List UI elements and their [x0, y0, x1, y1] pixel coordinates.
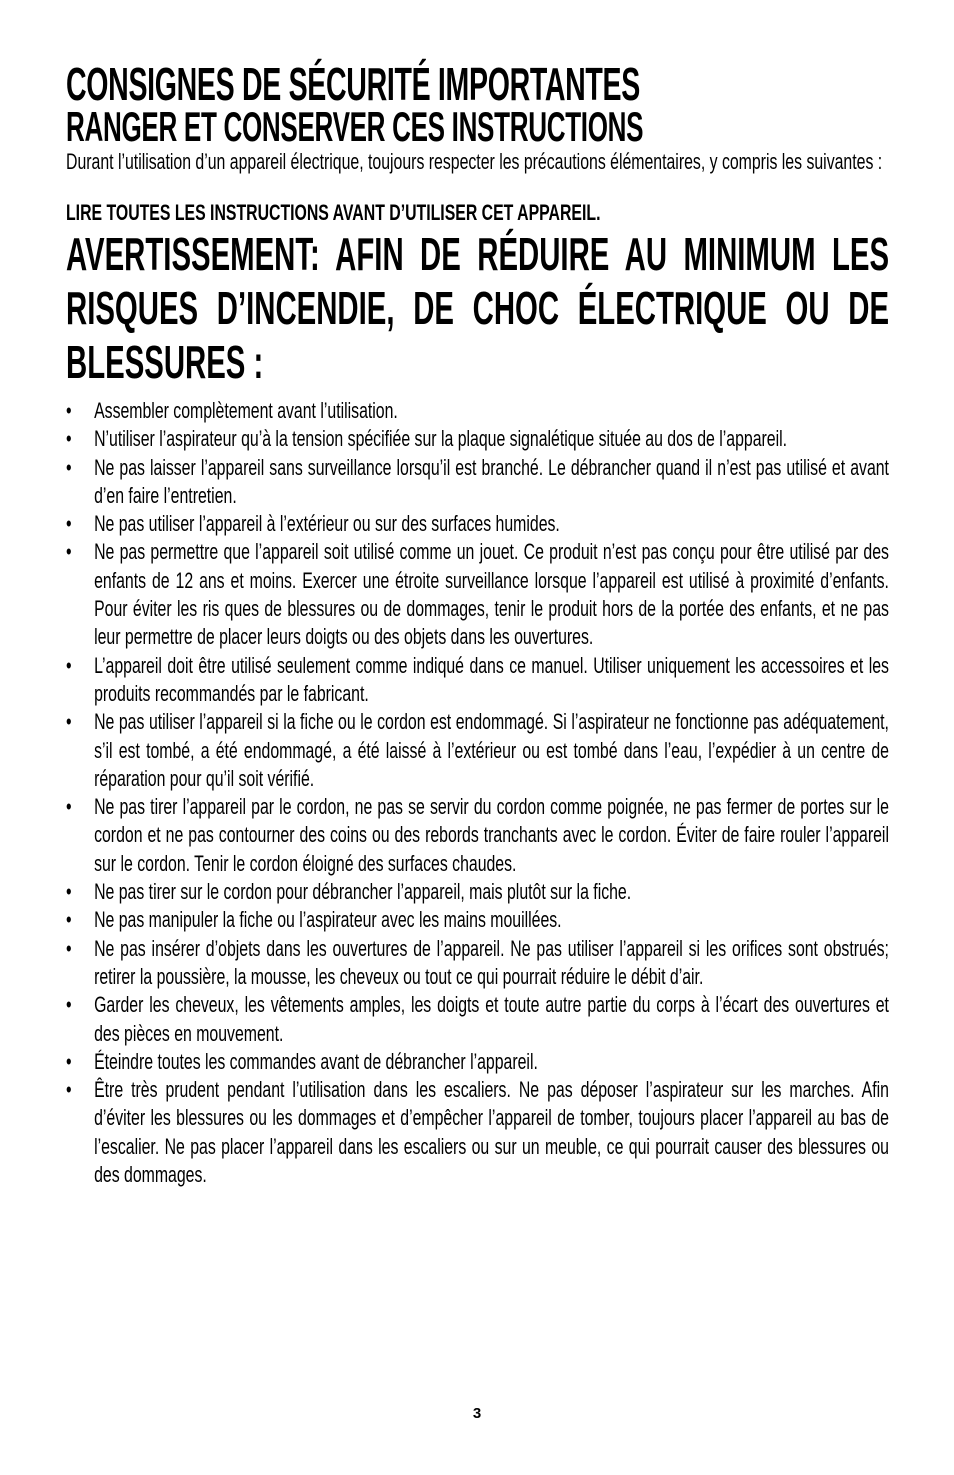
list-item — [66, 708, 889, 793]
list-item-text: Garder les cheveux, les vêtements amples, les doigts et toute autre partie du corps à l’écart des ouvertures et des pièces en mouvement. — [94, 992, 889, 1046]
main-title-text: CONSIGNES DE SÉCURITÉ IMPORTANTES — [66, 58, 640, 110]
subtitle-text: RANGER ET CONSERVER CES INSTRUCTIONS — [66, 103, 644, 150]
list-item — [66, 991, 889, 1048]
list-item-text: Être très prudent pendant l’utilisation dans les escaliers. Ne pas déposer l’aspirateur sur les marches. Afin d’éviter les blessures ou les dommages et d’empêcher l’appareil de tomber, toujours placer l’appareil au bas de l’escalier. Ne pas placer l’appareil dans les escaliers ou sur un meuble, ce qui pourrait causer des blessures ou des dommages. — [94, 1077, 889, 1188]
list-item — [66, 1048, 889, 1076]
bullet-dot: • — [66, 426, 72, 452]
list-item-text: Assembler complètement avant l’utilisation. — [94, 398, 398, 423]
bullet-dot: • — [66, 935, 72, 961]
list-item — [66, 906, 889, 934]
list-item-text: Ne pas tirer l’appareil par le cordon, ne pas se servir du cordon comme poignée, ne pas fermer de portes sur le cordon et ne pas contourner des coins ou des rebords tranchants avec le cordon. Éviter de faire rouler l’appareil sur le cordon. Tenir le cordon éloigné des surfaces chaudes. — [94, 794, 889, 876]
intro-paragraph: Durant l’utilisation d’un appareil électrique, toujours respecter les précautions élémentaires, y compris les suivantes : — [66, 149, 883, 174]
bullet-dot: • — [66, 511, 72, 537]
list-item — [66, 425, 889, 453]
list-item — [66, 878, 889, 906]
list-item — [66, 454, 889, 511]
document-page — [66, 58, 890, 1189]
list-item-text: Ne pas utiliser l’appareil à l’extérieur ou sur des surfaces humides. — [94, 511, 560, 537]
bullet-dot: • — [66, 652, 72, 678]
list-item-text: Ne pas insérer d’objets dans les ouvertures de l’appareil. Ne pas utiliser l’appareil si les orifices sont obstrués; retirer la poussière, la mousse, les cheveux ou tout ce qui pourrait réduire le débit d’air. — [94, 935, 889, 989]
list-item — [66, 935, 889, 992]
list-item-text: Ne pas utiliser l’appareil si la fiche ou le cordon est endommagé. Si l’aspirateur ne fonctionne pas adéquatement, s’il est tombé, a été endommagé, a été laissé à l’extérieur ou est tombé dans l’eau, l’expédier à un centre de réparation pour qu’il soit vérifié. — [94, 709, 889, 791]
page-number: 3 — [472, 1405, 482, 1422]
bullet-dot: • — [66, 1048, 72, 1074]
read-all-instructions: LIRE TOUTES LES INSTRUCTIONS AVANT D’UTILISER CET APPAREIL. — [66, 200, 601, 225]
warning-heading: AVERTISSEMENT: AFIN DE RÉDUIRE AU MINIMUM LES RISQUES D’INCENDIE, DE CHOC ÉLECTRIQUE OU DE BLESSURES : — [66, 228, 890, 388]
list-item — [66, 510, 889, 538]
list-item-text: Ne pas laisser l’appareil sans surveillance lorsqu’il est branché. Le débrancher quand il n’est pas utilisé et avant d’en faire l’entretien. — [94, 454, 889, 508]
list-item-text: L’appareil doit être utilisé seulement comme indiqué dans ce manuel. Utiliser uniquement les accessoires et les produits recommandés par le fabricant. — [94, 652, 889, 706]
bullet-dot: • — [66, 879, 72, 905]
list-item-text: Éteindre toutes les commandes avant de débrancher l’appareil. — [94, 1048, 538, 1074]
bullet-dot: • — [66, 454, 72, 480]
bullet-dot: • — [66, 1077, 72, 1103]
list-item-text: Ne pas tirer sur le cordon pour débrancher l’appareil, mais plutôt sur la fiche. — [94, 879, 632, 905]
safety-bullet-list — [66, 397, 889, 1189]
bullet-dot: • — [66, 794, 72, 820]
list-item-text: Ne pas manipuler la fiche ou l’aspirateur avec les mains mouillées. — [94, 907, 562, 933]
list-item — [66, 538, 889, 651]
bullet-dot: • — [66, 992, 72, 1018]
list-item — [66, 397, 889, 425]
list-item — [66, 1076, 889, 1189]
list-item — [66, 793, 889, 878]
main-title — [66, 58, 889, 110]
bullet-dot: • — [66, 709, 72, 735]
list-item — [66, 652, 889, 709]
list-item-text: Ne pas permettre que l’appareil soit utilisé comme un jouet. Ce produit n’est pas conçu pour être utilisé par des enfants de 12 ans et moins. Exercer une étroite surveillance lorsque l’appareil est utilisé à proximité d’enfants. Pour éviter les ris ques de blessures ou de dommages, tenir le produit hors de la portée des enfants, et ne pas leur permettre de placer leurs doigts ou des objets dans les ouvertures. — [94, 539, 889, 650]
bullet-dot: • — [66, 539, 72, 565]
bullet-dot: • — [66, 907, 72, 933]
bullet-dot: • — [66, 398, 72, 423]
list-item-text: N’utiliser l’aspirateur qu’à la tension spécifiée sur la plaque signalétique située au dos de l’appareil. — [94, 426, 788, 452]
subtitle — [66, 103, 889, 150]
